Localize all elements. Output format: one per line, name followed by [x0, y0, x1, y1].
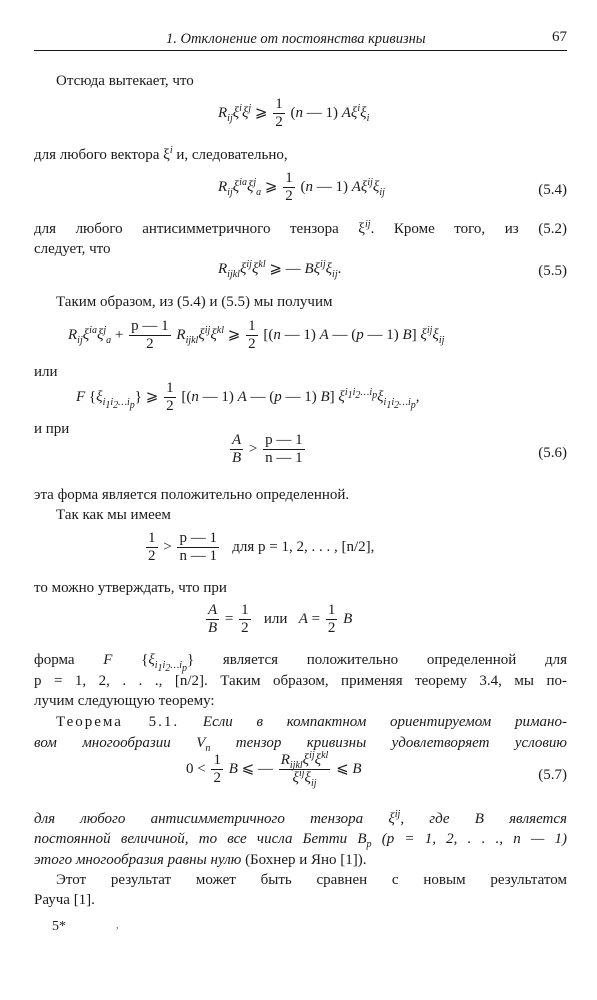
theorem-label: Теорема 5.1.: [56, 714, 180, 730]
fraction-numerator: 1: [273, 96, 285, 114]
equation-5-4: $R_{ij}\xi^{ia}\xi^j_a$ ⩾ $\frac{1}{2}$ (n — 1) $A\xi^{ij}\xi_{ij}$: [218, 170, 385, 205]
text-i-pri: и при: [34, 421, 70, 437]
paragraph-positive-definite: эта форма является положительно определенной.: [34, 487, 350, 503]
theorem-conclusion-line2: постоянной величиной, то все числа Бетти $B_p$ (p = 1, 2, . . ., n — 1): [34, 831, 567, 850]
paragraph-vector: для любого вектора $\xi^i$ и, следовательно,: [34, 145, 288, 163]
fraction-denominator: 2: [275, 114, 283, 131]
paragraph-forma-line3: лучим следующую теорему:: [34, 693, 215, 709]
signature-mark: 5*: [52, 919, 66, 934]
page-number: 67: [552, 29, 567, 45]
print-speck: ,: [116, 920, 119, 931]
equation-5-6: $\frac{A}{B}$ > $\frac{p — 1}{n — 1}$: [232, 432, 303, 467]
paragraph-antisymmetric: для любого антисимметричного тензора $\xi^{ij}$. Кроме того, из (5.2): [34, 219, 567, 237]
theorem-5-1-line2: вом многообразии $V_n$ тензор кривизны удовлетворяет условию: [34, 735, 568, 754]
running-title: 1. Отклонение от постоянства кривизны: [166, 31, 426, 47]
paragraph-rauch-line2: Рауча [1].: [34, 892, 95, 908]
equation-5-7: 0 < $\frac{1}{2}$ B ⩽ — $R_{ijkl}\xi^{ij}\xi^{kl}$ $\xi^{ij}\xi_{ij}$ ⩽ B: [186, 750, 362, 790]
paragraph-otsyuda: Отсюда вытекает, что: [56, 73, 194, 89]
equation-combined: $R_{ij}\xi^{ia}\xi^j_a$ + $\frac{p — 1}{2}$ $R_{ijkl}\xi^{ij}\xi^{kl}$ ⩾ $\frac{1}{2}$ [(n — 1) A — (p — 1) B] $\xi^{ij}\xi_{ij}$: [68, 318, 445, 353]
paragraph-forma: форма F $\{\xi_{i_1i_2\dots i_p}\}$ является положительно определенной для: [34, 652, 568, 674]
equation-number-5-6: (5.6): [538, 445, 567, 461]
equation-ab-half: $\frac{A}{B}$ = $\frac{1}{2}$ или A = $\frac{1}{2}$ B: [208, 602, 353, 637]
theorem-conclusion-line1: для любого антисимметричного тензора $\xi^{ij}$, где B является: [34, 809, 567, 827]
equation-5-5: $R_{ijkl}\xi^{ij}\xi^{kl}$ ⩾ — $B\xi^{ij}\xi_{ij}$.: [218, 259, 342, 280]
paragraph-rauch-line1: Этот результат может быть сравнен с новым результатом: [56, 872, 567, 888]
equation-half-inequality: $\frac{1}{2}$ > $\frac{p — 1}{n — 1}$ для p = 1, 2, . . . , [n/2],: [148, 530, 375, 565]
equation-number-5-5: (5.5): [538, 263, 567, 279]
equation-ricci-vector: $R_{ij}\xi^i\xi^j$ ⩾ $\frac{1}{2}$ (n — 1) $A\xi^i\xi_i$: [218, 96, 370, 131]
equation-number-5-4: (5.4): [538, 182, 567, 198]
equation-number-5-7: (5.7): [538, 767, 567, 783]
paragraph-forma-line2: p = 1, 2, . . ., [n/2]. Таким образом, применяя теорему 3.4, мы по-: [34, 673, 567, 689]
paragraph-sleduet: следует, что: [34, 241, 111, 257]
paragraph-tak-kak: Так как мы имеем: [56, 507, 171, 523]
paragraph-utverzhdat: то можно утверждать, что при: [34, 580, 227, 596]
theorem-5-1-line1: Теорема 5.1. Если в компактном ориентируемом римано-: [56, 714, 567, 730]
equation-form-f: F $\{\xi_{i_1i_2\dots i_p}\}$ ⩾ $\frac{1}{2}$ [(n — 1) A — (p — 1) B] $\xi^{i_1i_2\dots i_p}\xi_{i_1i_2\dots i_p}$,: [76, 380, 420, 415]
running-header: [34, 28, 567, 51]
text-ili: или: [34, 364, 58, 380]
theorem-conclusion-line3: этого многообразия равны нулю (Бохнер и Яно [1]).: [34, 852, 367, 868]
paragraph-takim-obrazom: Таким образом, из (5.4) и (5.5) мы получим: [56, 294, 333, 310]
